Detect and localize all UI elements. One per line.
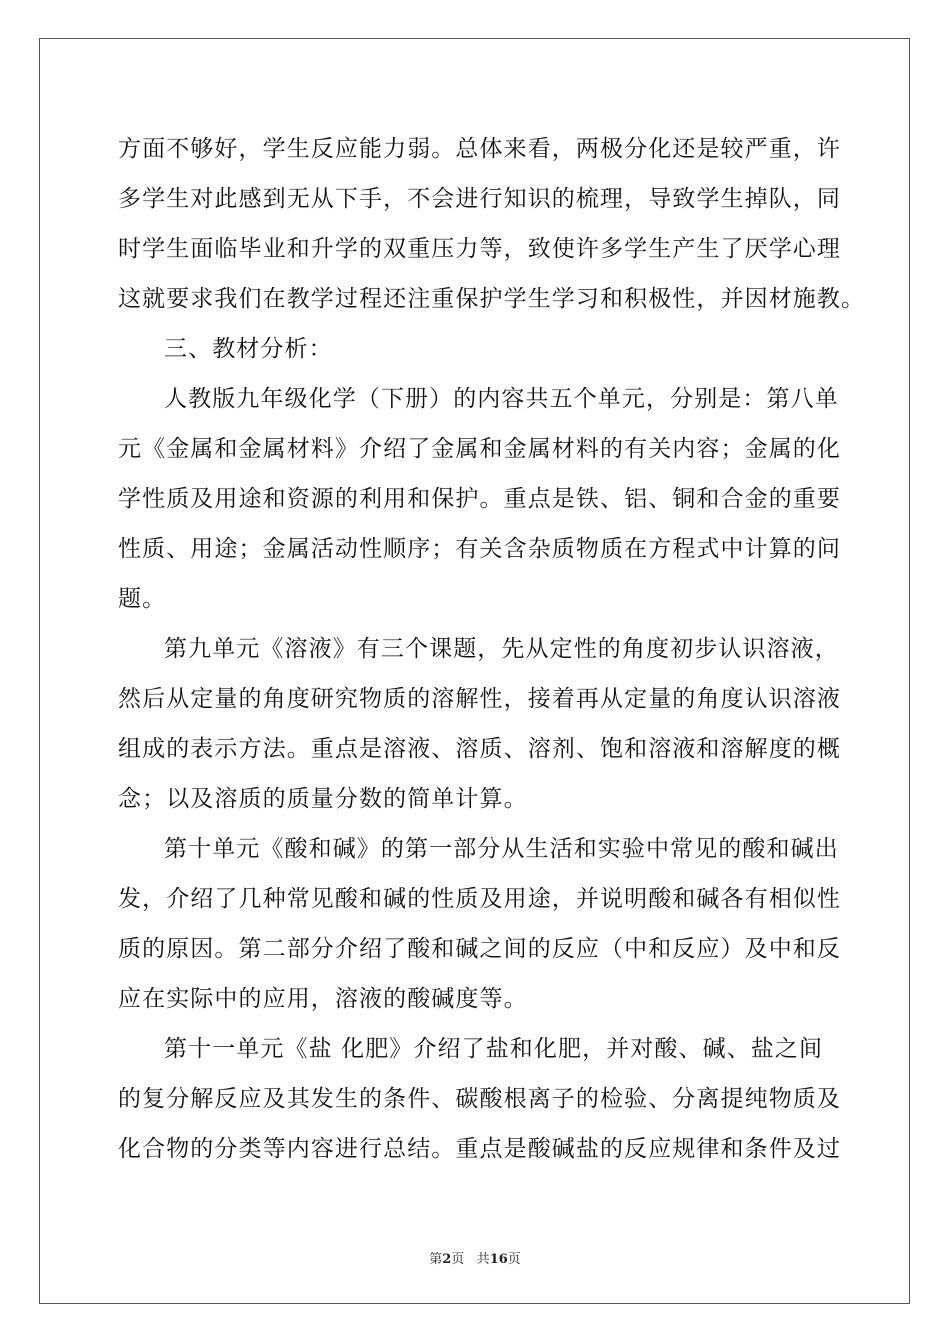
paragraph-line: 应在实际中的应用，溶液的酸碱度等。 (118, 986, 528, 1012)
total-pages: 16 (489, 1252, 508, 1267)
total-suffix: 页 (507, 1252, 521, 1267)
paragraph-line: 题。 (118, 586, 167, 612)
paragraph-line: 组成的表示方法。重点是溶液、溶质、溶剂、饱和溶液和溶解度的概 (118, 736, 841, 762)
paragraph-line: 化合物的分类等内容进行总结。重点是酸碱盐的反应规律和条件及过 (118, 1136, 841, 1162)
paragraph-line: 这就要求我们在教学过程还注重保护学生学习和积极性，并因材施教。 (118, 286, 866, 312)
total-prefix: 共 (476, 1252, 490, 1267)
paragraph-line: 质的原因。第二部分介绍了酸和碱之间的反应（中和反应）及中和反 (118, 936, 841, 962)
paragraph-line: 元《金属和金属材料》介绍了金属和金属材料的有关内容；金属的化 (118, 436, 841, 462)
paragraph-line: 然后从定量的角度研究物质的溶解性，接着再从定量的角度认识溶液 (118, 686, 841, 712)
paragraph-line: 时学生面临毕业和升学的双重压力等，致使许多学生产生了厌学心理 (118, 236, 841, 262)
page-footer (0, 1248, 950, 1267)
paragraph-line: 性质、用途；金属活动性顺序；有关含杂质物质在方程式中计算的问 (118, 536, 841, 562)
page-suffix: 页 (451, 1252, 465, 1267)
paragraph-line: 第十单元《酸和碱》的第一部分从生活和实验中常见的酸和碱出 (164, 836, 839, 862)
paragraph-line: 多学生对此感到无从下手，不会进行知识的梳理，导致学生掉队，同 (118, 186, 841, 212)
paragraph-line: 发，介绍了几种常见酸和碱的性质及用途，并说明酸和碱各有相似性 (118, 886, 841, 912)
page-number: 2 (442, 1252, 452, 1267)
paragraph-line: 第十一单元《盐 化肥》介绍了盐和化肥，并对酸、碱、盐之间 (164, 1036, 824, 1062)
page-prefix: 第 (429, 1252, 443, 1267)
paragraph-line: 念；以及溶质的质量分数的简单计算。 (118, 786, 528, 812)
paragraph-line: 的复分解反应及其发生的条件、碳酸根离子的检验、分离提纯物质及 (118, 1086, 841, 1112)
paragraph-line: 学性质及用途和资源的利用和保护。重点是铁、铝、铜和合金的重要 (118, 486, 841, 512)
paragraph-line: 方面不够好，学生反应能力弱。总体来看，两极分化还是较严重，许 (118, 136, 841, 162)
paragraph-line: 第九单元《溶液》有三个课题，先从定性的角度初步认识溶液， (164, 636, 839, 662)
paragraph-line: 人教版九年级化学（下册）的内容共五个单元，分别是：第八单 (164, 386, 839, 412)
section-heading: 三、教材分析： (164, 336, 333, 362)
